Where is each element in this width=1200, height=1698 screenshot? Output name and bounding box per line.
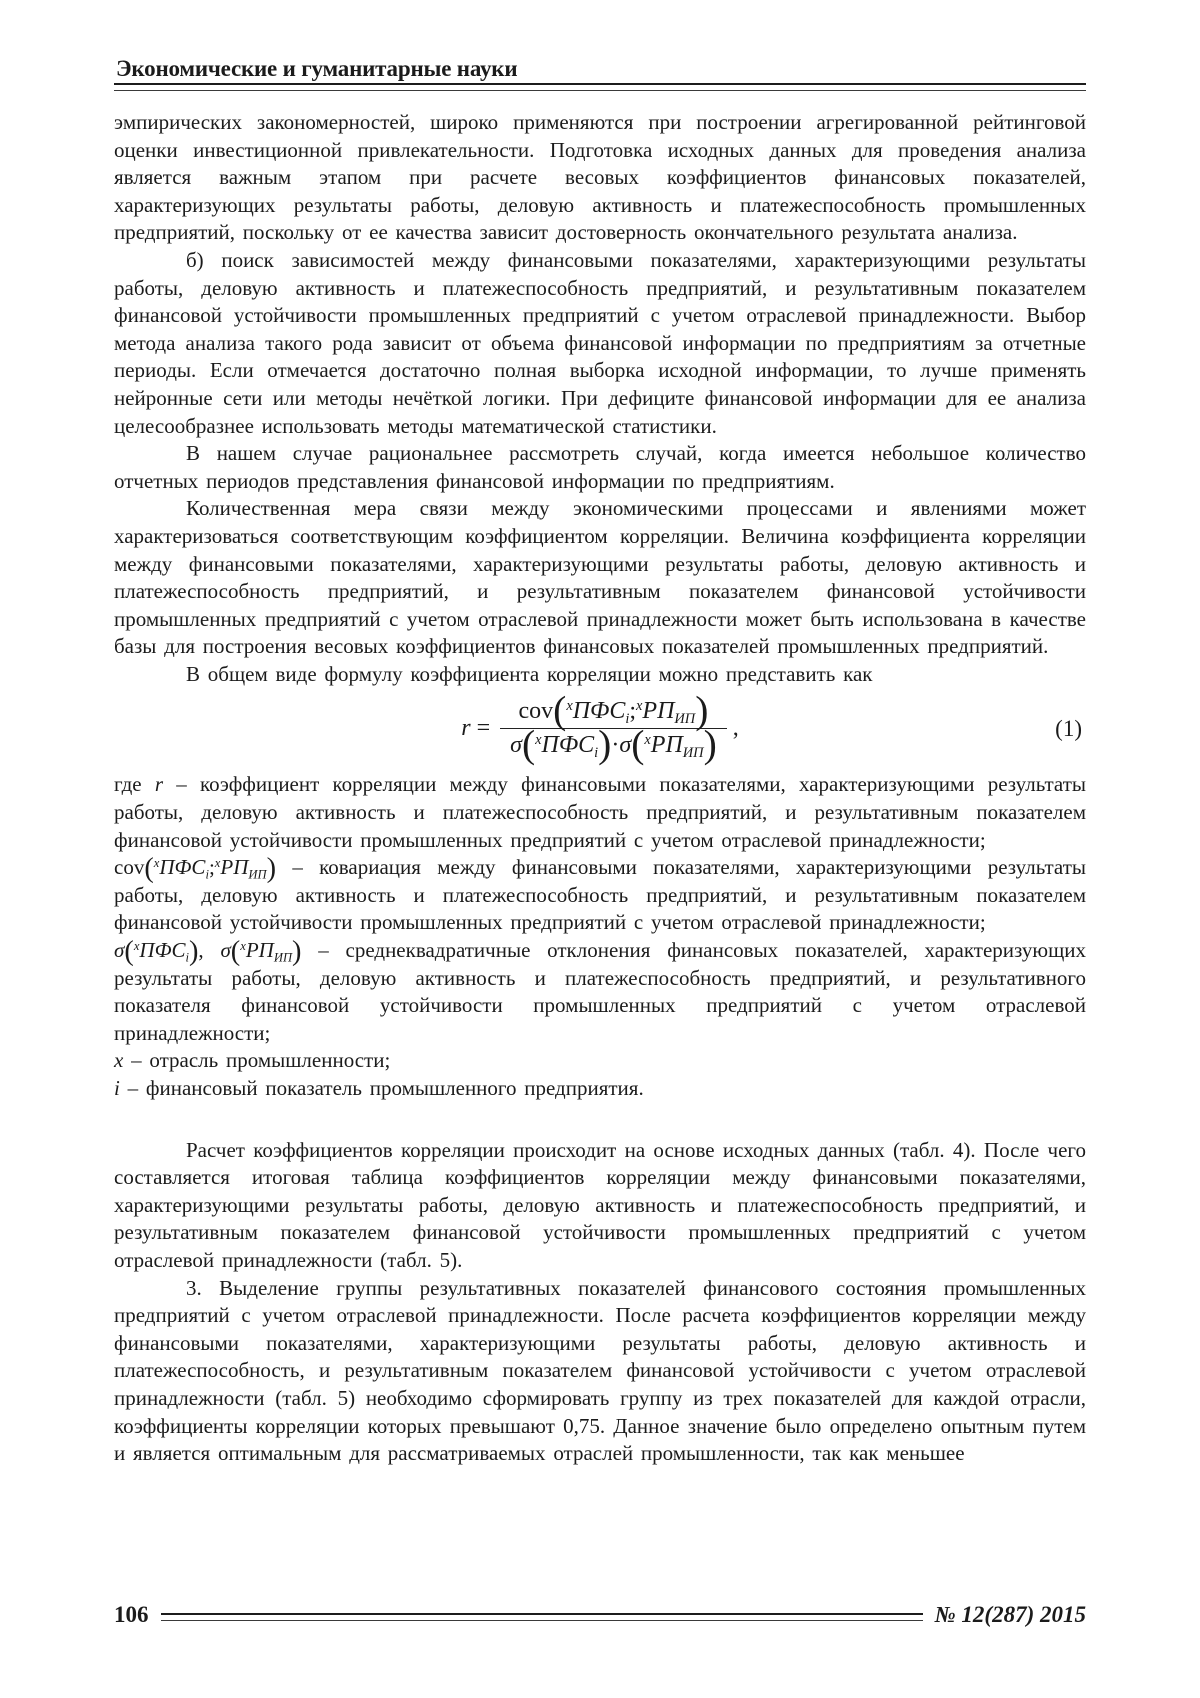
paragraph-calculation: Расчет коэффициентов корреляции происходит на основе исходных данных (табл. 4). После чего составляется итоговая таблица коэффициентов корреляции между финансовыми показателями, характеризующими результаты работы, деловую активность и платежеспособность предприятий, и результативным показателем финансовой устойчивости промышленных предприятий с учетом отраслевой принадлежности (табл. 5).	[114, 1137, 1086, 1272]
inline-math-sigma-pfs	[114, 935, 204, 967]
paragraph-our-case: В нашем случае рациональнее рассмотреть случай, когда имеется небольшое количество отчетных периодов представления финансовой информации по предприятиям.	[114, 441, 1086, 493]
fraction-denominator	[500, 722, 727, 767]
math-semicolon: ;	[208, 855, 215, 880]
fraction	[500, 688, 727, 767]
math-sigma: σ	[619, 732, 632, 759]
math-sup-x: x	[644, 732, 651, 749]
inline-math-sigma-rp	[220, 935, 302, 967]
paragraph-item-b: б) поиск зависимостей между финансовыми показателями, характеризующими результаты работы, деловую активность и платежеспособность предприятий, и результативным показателем финансовой устойчивости промышленных предприятий с учетом отраслевой принадлежности. Выбор метода анализа такого рода зависит от объема финансовой информации по предприятиям за отчетные периоды. Если отмечается достаточно полная выборка исходной информации, то лучше применять нейронные сети или методы нечёткой логики. При дефиците финансовой информации для ее анализа целесообразнее использовать методы математической статистики.	[114, 247, 1086, 438]
paragraph-formula-intro: В общем виде формулу коэффициента корреляции можно представить как	[186, 661, 873, 686]
right-paren: )	[695, 688, 709, 733]
math-sup-x: x	[240, 939, 246, 954]
math-sup-x: x	[636, 698, 643, 715]
math-sub-i: i	[625, 711, 630, 728]
inline-math-cov	[114, 853, 277, 885]
math-sub-ip: ИП	[682, 745, 704, 762]
math-sigma: σ	[220, 938, 231, 963]
math-sup-x: x	[133, 939, 140, 954]
left-paren: (	[144, 853, 154, 885]
x-definition-text: – отрасль промышленности;	[131, 1048, 391, 1073]
math-sub-i: i	[185, 950, 189, 965]
cov-definition-text: – ковариация между финансовыми показателями, характеризующими результаты работы, деловую активность и платежеспособность предприятий, и результативным показателем финансовой устойчивости промышленных предприятий с учетом отраслевой принадлежности;	[114, 855, 1086, 935]
math-rp: РП	[642, 698, 675, 725]
equation-number: (1)	[1055, 715, 1082, 741]
math-x: x	[114, 1048, 124, 1073]
math-sigma: σ	[510, 732, 522, 759]
right-paren: )	[598, 722, 612, 767]
left-paren: (	[230, 935, 241, 967]
where-text: – коэффициент корреляции между финансовыми показателями, характеризующими результаты работы, деловую активность и платежеспособность предприятий, и результативным показателем финансовой устойчивости промышленных предприятий с учетом отраслевой принадлежности;	[114, 772, 1086, 852]
left-paren: (	[553, 688, 567, 733]
right-paren: )	[266, 853, 277, 885]
math-r: r	[461, 715, 471, 742]
math-cov: cov	[518, 698, 554, 725]
left-paren: (	[521, 722, 536, 767]
math-pfs: ПФС	[159, 855, 206, 880]
math-sigma: σ	[114, 938, 125, 963]
math-sub-ip: ИП	[674, 711, 696, 728]
running-header	[114, 56, 1086, 91]
math-comma: ,	[732, 715, 739, 742]
where-lead: где	[114, 772, 142, 797]
math-sub-ip: ИП	[273, 950, 293, 965]
paragraph-sigma-definition	[114, 937, 1086, 1047]
i-definition-text: – финансовый показатель промышленного предприятия.	[127, 1076, 644, 1100]
math-sub-i: i	[594, 745, 599, 762]
math-pfs: ПФС	[139, 938, 186, 963]
sigma-definition-text: – среднеквадратичные отклонения финансовых показателей, характеризующих результаты работы, деловую активность и платежеспособность предприятий, и результативного показателя финансовой устойчивости промышленных предприятий с учетом отраслевой принадлежности;	[114, 938, 1086, 1045]
math-dot: ·	[611, 732, 620, 759]
math-rp: РП	[650, 732, 683, 759]
article-body	[114, 109, 1086, 1468]
math-semicolon: ;	[629, 698, 637, 725]
paragraph-intro: эмпирических закономерностей, широко применяются при построении агрегированной рейтинговой оценки инвестиционной привлекательности. Подготовка исходных данных для проведения анализа является важным этапом при расчете весовых коэффициентов финансовых показателей, характеризующих результаты работы, деловую активность и платежеспособность промышленных предприятий, поскольку от ее качества зависит достоверность окончательного результата анализа.	[114, 110, 1086, 245]
math-i: i	[114, 1076, 120, 1100]
math-sup-x: x	[566, 698, 573, 715]
right-paren: )	[703, 722, 717, 767]
math-sup-x: x	[535, 732, 542, 749]
math-comma: ,	[198, 938, 204, 963]
issue-label: № 12(287) 2015	[934, 1602, 1086, 1627]
math-sup-x: x	[153, 856, 160, 871]
correlation-formula	[114, 688, 1086, 767]
math-r: r	[154, 772, 163, 797]
page-footer	[114, 1602, 1086, 1628]
paragraph-group-selection: 3. Выделение группы результативных показателей финансового состояния промышленных предприятий с учетом отраслевой принадлежности. После расчета коэффициентов корреляции между финансовыми показателями, характеризующими результаты работы, деловую активность и платежеспособность, и результативным показателем финансовой устойчивости с учетом отраслевой принадлежности (табл. 5) необходимо сформировать группу из трех показателей для каждой отрасли, коэффициенты корреляции которых превышают 0,75. Данное значение было определено опытным путем и является оптимальным для рассматриваемых отраслей промышленности, так как меньшее	[114, 1275, 1086, 1466]
right-paren: )	[188, 935, 199, 967]
right-paren: )	[292, 935, 302, 967]
left-paren: (	[124, 935, 134, 967]
paragraph-x-definition	[114, 1047, 1086, 1075]
math-cov: cov	[114, 855, 145, 880]
paragraph-quantitative-measure: Количественная мера связи между экономическими процессами и явлениями может характеризоваться соответствующим коэффициентом корреляции. Величина коэффициента корреляции между финансовыми показателями, характеризующими результаты работы, деловую активность и платежеспособность предприятий, и результативным показателем финансовой устойчивости промышленных предприятий с учетом отраслевой принадлежности может быть использована в качестве базы для построения весовых коэффициентов финансовых показателей промышленных предприятий.	[114, 496, 1086, 659]
paragraph-cov-definition	[114, 854, 1086, 937]
header-rule	[114, 83, 1086, 91]
paragraph-where-r	[114, 771, 1086, 854]
footer-rule	[161, 1613, 923, 1621]
math-pfs: ПФС	[572, 698, 626, 725]
paragraph-i-definition	[114, 1075, 1086, 1103]
formula-expression	[461, 688, 739, 767]
running-header-title: Экономические и гуманитарные науки	[116, 56, 518, 81]
math-rp: РП	[220, 855, 249, 880]
math-rp: РП	[245, 938, 274, 963]
left-paren: (	[631, 722, 645, 767]
math-sub-ip: ИП	[248, 867, 267, 882]
page-number: 106	[114, 1602, 149, 1627]
math-sup-x: x	[214, 856, 221, 871]
math-pfs: ПФС	[541, 732, 595, 759]
math-equals: =	[476, 715, 491, 742]
math-sub-i: i	[205, 867, 209, 882]
